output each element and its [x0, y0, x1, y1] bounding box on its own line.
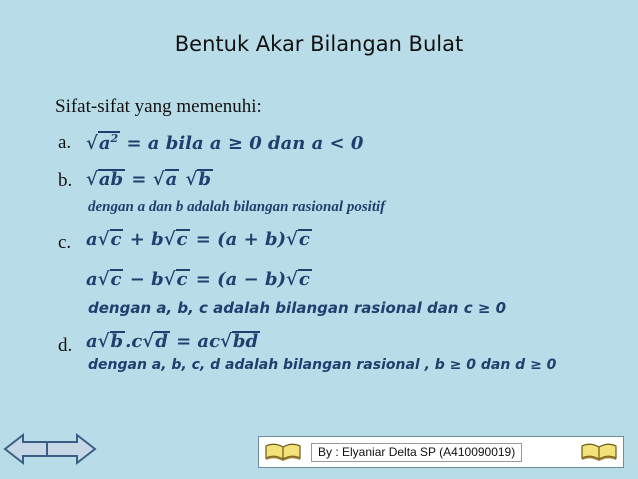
term: − b — [129, 269, 164, 290]
radicand: b — [198, 169, 211, 190]
author-credit: By : Elyaniar Delta SP (A410090019) — [311, 443, 522, 462]
radical-sign: √ — [220, 331, 232, 352]
term: a — [86, 269, 98, 290]
item-b-formula — [86, 169, 213, 190]
radicand: bd — [232, 331, 259, 352]
book-icon — [579, 440, 619, 462]
radicand: b — [110, 331, 124, 352]
radical-sign: √ — [286, 269, 298, 290]
radicand: d — [155, 331, 168, 352]
item-a-formula — [86, 131, 363, 154]
item-a-label: a. — [58, 132, 72, 153]
radical-sign: √ — [97, 269, 110, 290]
radicand: ab — [98, 169, 124, 190]
item-c-label: c. — [58, 232, 72, 253]
item-c-formula-2 — [86, 269, 312, 290]
slide-title: Bentuk Akar Bilangan Bulat — [174, 32, 464, 56]
item-c-note: dengan a, b, c adalah bilangan rasional dan c ≥ 0 — [88, 299, 507, 317]
term: a — [86, 229, 98, 250]
radical-sign: √ — [86, 133, 98, 154]
formula-rest: = ac — [176, 331, 221, 352]
radicand: c — [298, 269, 310, 290]
item-d-formula — [86, 331, 260, 352]
book-icon — [263, 440, 303, 462]
term: a — [86, 331, 98, 352]
radicand: c — [176, 229, 188, 250]
radical-sign: √ — [142, 331, 155, 352]
equals-sign: = — [131, 169, 147, 190]
radical-sign: √ — [185, 169, 198, 190]
radicand: a — [98, 133, 111, 154]
exponent: 2 — [110, 132, 119, 145]
next-arrow-icon[interactable] — [47, 435, 95, 463]
formula-rest: = a bila a ≥ 0 dan a < 0 — [126, 133, 364, 154]
radical-sign: √ — [86, 169, 98, 190]
term: + b — [129, 229, 164, 250]
intro-text: Sifat-sifat yang memenuhi: — [55, 96, 262, 117]
formula-rest: = (a + b) — [195, 229, 287, 250]
radical-sign: √ — [163, 229, 176, 250]
radicand: a — [165, 169, 178, 190]
item-b-label: b. — [58, 170, 73, 191]
item-d-label: d. — [58, 335, 73, 356]
item-c-formula-1 — [86, 229, 312, 250]
footer-bar — [258, 436, 624, 468]
radicand: c — [110, 269, 122, 290]
radical-sign: √ — [286, 229, 298, 250]
radical-sign: √ — [152, 169, 165, 190]
term: .c — [125, 331, 143, 352]
radicand: c — [298, 229, 310, 250]
nav-arrows — [3, 432, 97, 466]
radical-sign: √ — [97, 229, 110, 250]
radicand: c — [110, 229, 122, 250]
radical-sign: √ — [163, 269, 176, 290]
previous-arrow-icon[interactable] — [5, 435, 53, 463]
radicand: c — [176, 269, 188, 290]
formula-rest: = (a − b) — [195, 269, 287, 290]
item-b-note: dengan a dan b adalah bilangan rasional positif — [88, 199, 386, 215]
radical-sign: √ — [97, 331, 110, 352]
item-d-note: dengan a, b, c, d adalah bilangan rasional , b ≥ 0 dan d ≥ 0 — [88, 357, 557, 373]
